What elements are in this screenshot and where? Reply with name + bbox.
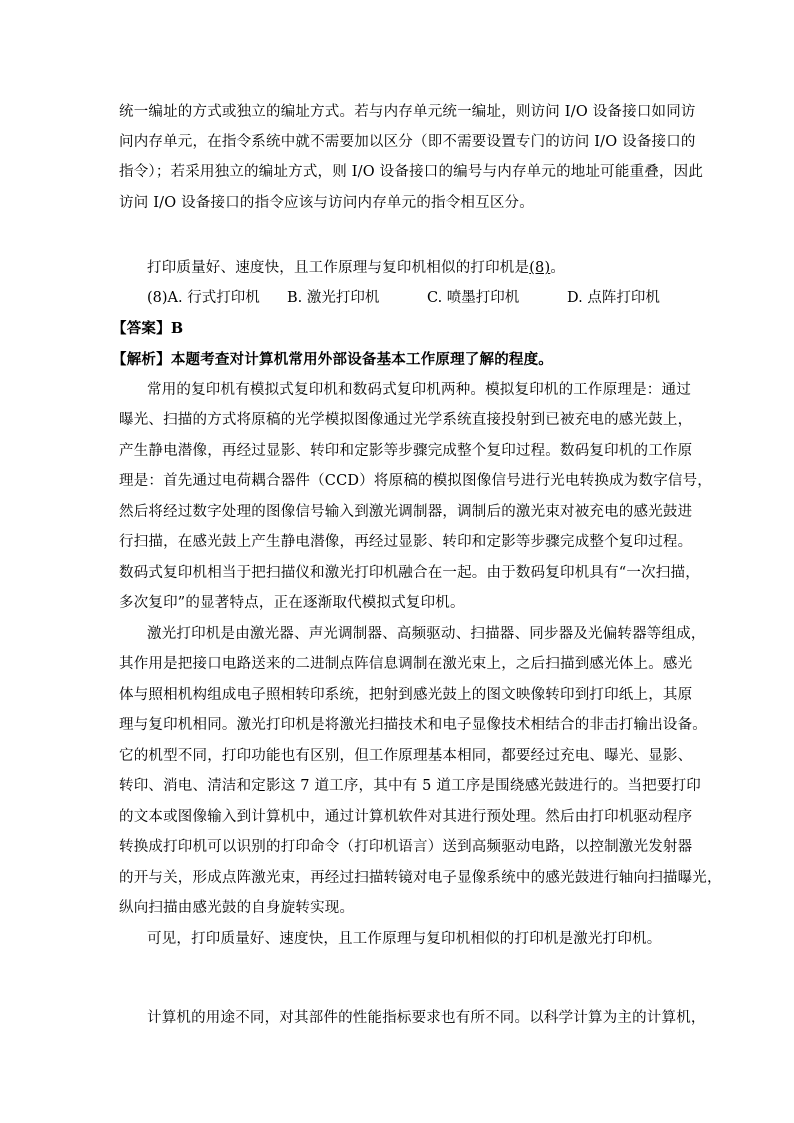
paragraph-line: 它的机型不同，打印功能也有区别，但工作原理基本相同，都要经过充电、曝光、显影、 (119, 748, 693, 764)
question-text: 打印质量好、速度快，且工作原理与复印机相似的打印机是 (147, 260, 530, 276)
paragraph-line: 产生静电潜像，再经过显影、转印和定影等步骤完成整个复印过程。数码复印机的工作原 (119, 443, 693, 459)
question-stem (147, 258, 679, 278)
paragraph-line: 的文本或图像输入到计算机中，通过计算机软件对其进行预处理。然后由打印机驱动程序 (119, 809, 693, 825)
answer-value: B (170, 320, 184, 337)
paragraph-line: 激光打印机是由激光器、声光调制器、高频驱动、扫描器、同步器及光偏转器等组成， (147, 626, 706, 642)
option-c: C. 喷墨打印机 (427, 290, 520, 306)
answer-label: 【答案】 (112, 320, 171, 337)
paragraph-line: 问内存单元，在指令系统中就不需要加以区分（即不需要设置专门的访问 I/O 设备接口的 (119, 134, 696, 150)
conclusion-line: 可见，打印质量好、速度快，且工作原理与复印机相似的打印机是激光打印机。 (147, 931, 662, 947)
question-blank: (8) (529, 260, 551, 276)
paragraph-line: 数码式复印机相当于把扫描仪和激光打印机融合在一起。由于数码复印机具有“一次扫描， (119, 565, 700, 581)
option-d: D. 点阵打印机 (567, 290, 660, 306)
analysis-label: 【解析】 (112, 351, 171, 368)
paragraph-line: 体与照相机构组成电子照相转印系统，把射到感光鼓上的图文映像转印到打印纸上，其原 (119, 687, 693, 703)
paragraph-line: 访问 I/O 设备接口的指令应该与访问内存单元的指令相互区分。 (119, 195, 534, 211)
question-end: 。 (550, 260, 566, 276)
option-b: B. 激光打印机 (287, 290, 380, 306)
paragraph-line: 常用的复印机有模拟式复印机和数码式复印机两种。模拟复印机的工作原理是：通过 (147, 382, 691, 398)
analysis-heading (112, 350, 672, 370)
answer-line (112, 319, 672, 339)
paragraph-line: 理是：首先通过电荷耦合器件（CCD）将原稿的模拟图像信号进行光电转换成为数字信号， (119, 473, 713, 489)
paragraph-line: 多次复印”的显著特点，正在逐渐取代模拟式复印机。 (119, 595, 465, 611)
paragraph-line: 曝光、扫描的方式将原稿的光学模拟图像通过光学系统直接投射到已被充电的感光鼓上， (119, 412, 693, 428)
option-a: (8)A. 行式打印机 (147, 290, 260, 306)
paragraph-line: 转印、消电、清洁和定影这 7 道工序，其中有 5 道工序是围绕感光鼓进行的。当把要打印 (119, 778, 701, 794)
paragraph-line: 然后将经过数字处理的图像信号输入到激光调制器，调制后的激光束对被充电的感光鼓进 (119, 504, 693, 520)
paragraph-line: 行扫描，在感光鼓上产生静电潜像，再经过显影、转印和定影等步骤完成整个复印过程。 (119, 534, 693, 550)
paragraph-line: 转换成打印机可以识别的打印命令（打印机语言）送到高频驱动电路，以控制激光发射器 (119, 839, 693, 855)
paragraph-line: 的开与关，形成点阵激光束，再经过扫描转镜对电子显像系统中的感光鼓进行轴向扫描曝光， (119, 870, 722, 886)
paragraph-line: 统一编址的方式或独立的编址方式。若与内存单元统一编址，则访问 I/O 设备接口如同访 (119, 104, 696, 120)
paragraph-line: 其作用是把接口电路送来的二进制点阵信息调制在激光束上，之后扫描到感光体上。感光 (119, 656, 693, 672)
paragraph-line: 计算机的用途不同，对其部件的性能指标要求也有所不同。以科学计算为主的计算机， (147, 1010, 706, 1026)
analysis-intro: 本题考查对计算机常用外部设备基本工作原理了解的程度。 (170, 351, 554, 368)
paragraph-line: 纵向扫描由感光鼓的自身旋转实现。 (119, 900, 355, 916)
paragraph-line: 指令）；若采用独立的编址方式，则 I/O 设备接口的编号与内存单元的地址可能重叠，因此 (119, 164, 704, 180)
paragraph-line: 理与复印机相同。激光打印机是将激光扫描技术和电子显像技术相结合的非击打输出设备。 (119, 717, 707, 733)
